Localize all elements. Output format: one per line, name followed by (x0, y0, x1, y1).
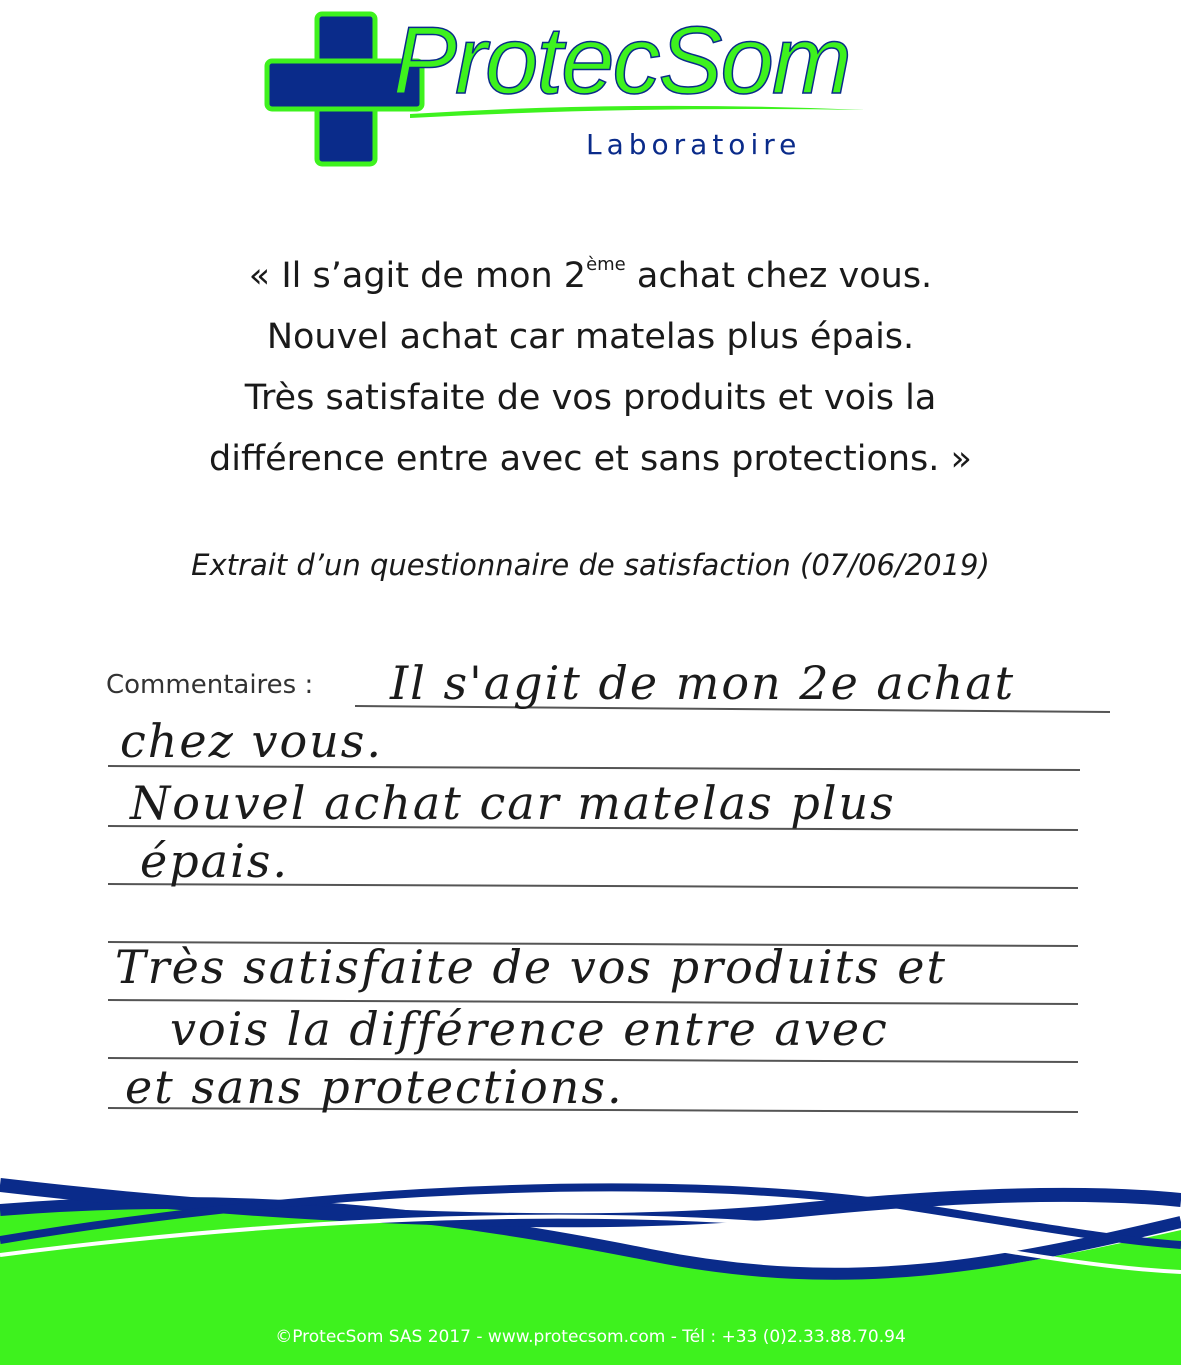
quote-line-1: « Il s’agit de mon 2ème achat chez vous. (248, 254, 933, 296)
handwriting-line-3: Nouvel achat car matelas plus (130, 776, 896, 830)
quote-line-3: Très satisfaite de vos produits et vois la (244, 378, 937, 418)
handwriting-line-6: vois la différence entre avec (170, 1002, 889, 1056)
comments-label: Commentaires : (106, 670, 314, 700)
handwriting-line-5: Très satisfaite de vos produits et (115, 940, 947, 994)
handwriting-line-4: épais. (140, 834, 290, 888)
quote-line-2: Nouvel achat car matelas plus épais. (266, 317, 915, 357)
testimonial-quote (0, 246, 1181, 490)
brand-subtitle: Laboratoire (586, 128, 802, 161)
source-caption: Extrait d’un questionnaire de satisfaction (07/06/2019) (191, 548, 990, 582)
brand-name: ProtecSom (393, 7, 850, 114)
handwriting-line-7: et sans protections. (125, 1060, 624, 1114)
handwriting-line-2: chez vous. (120, 714, 384, 768)
quote-superscript: ème (586, 254, 626, 275)
quote-line-4: différence entre avec et sans protections. » (209, 439, 972, 479)
handwriting-line-1: Il s'agit de mon 2e achat (390, 656, 1016, 710)
footer-text: ©ProtecSom SAS 2017 - www.protecsom.com - Tél : +33 (0)2.33.88.70.94 (275, 1327, 906, 1347)
